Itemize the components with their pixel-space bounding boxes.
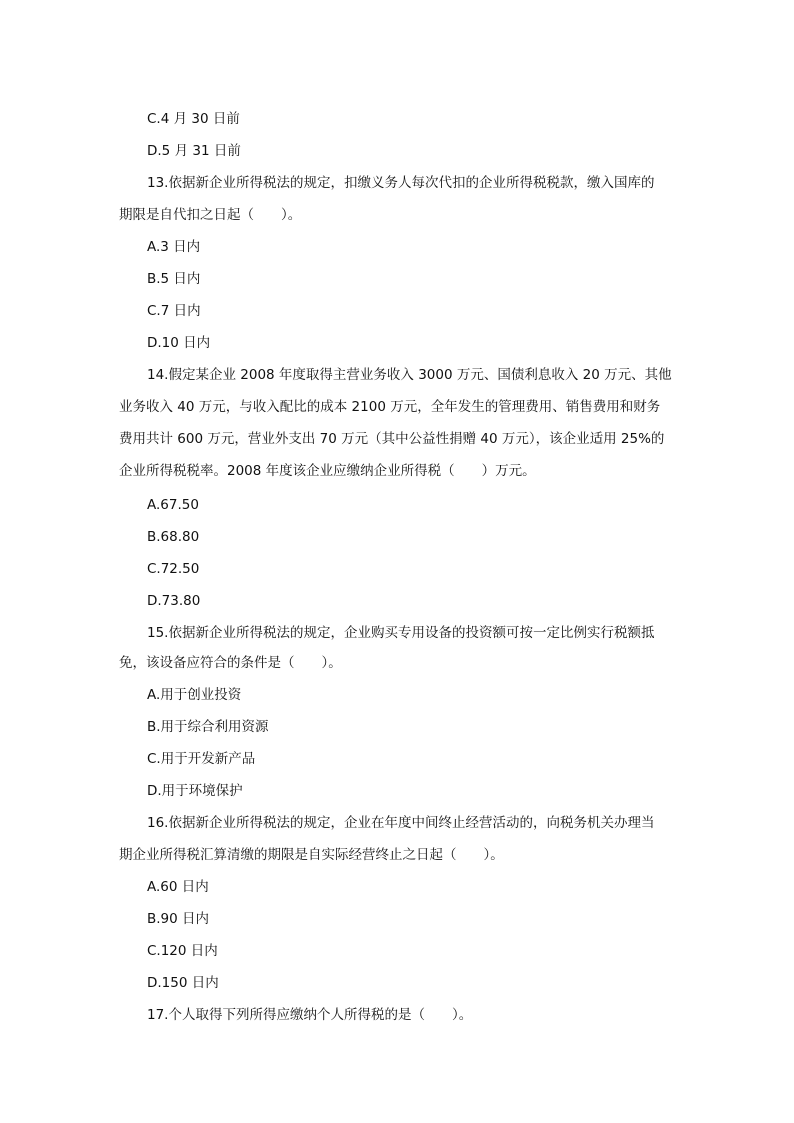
answer-option: A.用于创业投资 [147, 687, 242, 703]
answer-option: B.5 日内 [147, 271, 201, 287]
answer-option: D.用于环境保护 [147, 783, 243, 799]
answer-option: B.用于综合利用资源 [147, 719, 269, 735]
question-text-line: 14.假定某企业 2008 年度取得主营业务收入 3000 万元、国债利息收入 20 万元、其他 [147, 367, 672, 383]
question-text-line: 15.依据新企业所得税法的规定，企业购买专用设备的投资额可按一定比例实行税额抵 [147, 625, 655, 641]
answer-option: C.72.50 [147, 561, 200, 577]
question-text-line: 费用共计 600 万元，营业外支出 70 万元（其中公益性捐赠 40 万元），该企业适用 25%的 [119, 431, 665, 447]
answer-option: B.68.80 [147, 529, 200, 545]
question-text-line: 13.依据新企业所得税法的规定，扣缴义务人每次代扣的企业所得税税款，缴入国库的 [147, 175, 655, 191]
question-text-line: 16.依据新企业所得税法的规定，企业在年度中间终止经营活动的，向税务机关办理当 [147, 815, 655, 831]
question-text-line: 业务收入 40 万元，与收入配比的成本 2100 万元，全年发生的管理费用、销售费用和财务 [119, 399, 661, 415]
answer-option: A.67.50 [147, 497, 199, 513]
question-text-line: 免，该设备应符合的条件是（ ）。 [119, 655, 342, 671]
answer-option: A.3 日内 [147, 239, 201, 255]
answer-option: D.73.80 [147, 593, 201, 609]
answer-option: C.7 日内 [147, 303, 201, 319]
answer-option: C.120 日内 [147, 943, 218, 959]
question-text-line: 期限是自代扣之日起（ ）。 [119, 207, 302, 223]
answer-option: C.4 月 30 日前 [147, 111, 240, 127]
answer-option: D.150 日内 [147, 975, 219, 991]
answer-option: C.用于开发新产品 [147, 751, 256, 767]
question-text-line: 17.个人取得下列所得应缴纳个人所得税的是（ ）。 [147, 1007, 473, 1023]
answer-option: D.5 月 31 日前 [147, 143, 241, 159]
question-text-line: 期企业所得税汇算清缴的期限是自实际经营终止之日起（ ）。 [119, 847, 504, 863]
answer-option: B.90 日内 [147, 911, 210, 927]
answer-option: A.60 日内 [147, 879, 209, 895]
answer-option: D.10 日内 [147, 335, 211, 351]
question-text-line: 企业所得税税率。2008 年度该企业应缴纳企业所得税（ ）万元。 [119, 463, 536, 479]
